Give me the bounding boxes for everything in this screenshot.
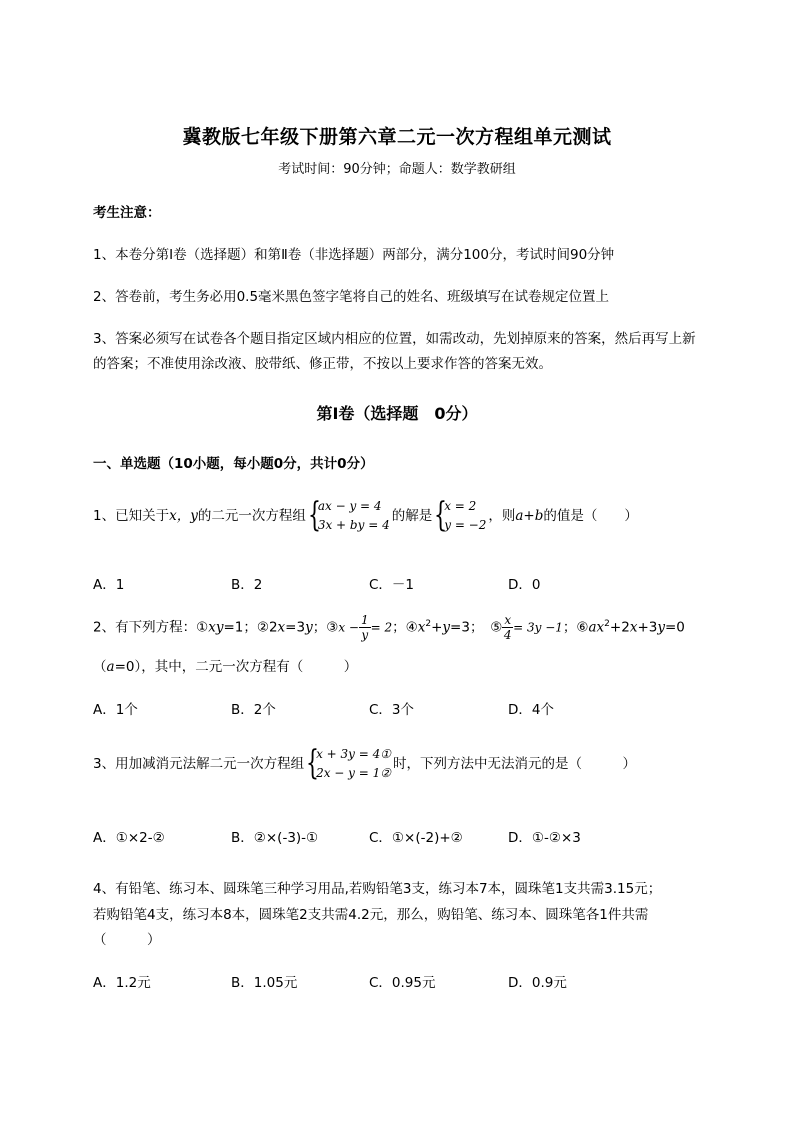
q3-option-c[interactable]: C．①×(-2)+② bbox=[369, 830, 463, 846]
notice-item-1: 1、本卷分第I卷（选择题）和第Ⅱ卷（非选择题）两部分，满分100分，考试时间90分钟 bbox=[93, 247, 615, 263]
q2-option-b[interactable]: B．2个 bbox=[231, 702, 276, 718]
question-2-cont: （a=0），其中，二元一次方程有（ ） bbox=[93, 659, 358, 675]
q1-mid: 的二元一次方程组 bbox=[197, 508, 306, 524]
fraction-1-over-y: $\frac{1}{y}$ bbox=[360, 613, 369, 642]
q1-option-b[interactable]: B．2 bbox=[231, 577, 263, 593]
q3-option-a[interactable]: A．①×2-② bbox=[93, 830, 165, 846]
q1-equation-system: { ax − y = 4 3x + by = 4 bbox=[307, 495, 390, 535]
q1-vars: x，y bbox=[169, 508, 198, 524]
q2-option-c[interactable]: C．3个 bbox=[369, 702, 415, 718]
q3-equation-system: { x + 3y = 4① 2x − y = 1② bbox=[306, 743, 392, 783]
q4-option-c[interactable]: C．0.95元 bbox=[369, 975, 436, 991]
question-4-line-3: （ ） bbox=[93, 932, 161, 948]
q1-option-a[interactable]: A．1 bbox=[93, 577, 125, 593]
question-1: 1、已知关于x，y的二元一次方程组 { ax − y = 4 3x + by = 4 的解是 { x = 2 y = −2 ，则a+b的值是（ ） bbox=[93, 495, 638, 535]
q4-option-a[interactable]: A．1.2元 bbox=[93, 975, 151, 991]
section-title: 第I卷（选择题 0分） bbox=[316, 404, 478, 423]
brace-icon: { bbox=[306, 743, 320, 783]
question-4-line-2: 若购铅笔4支，练习本8本，圆珠笔2支共需4.2元，那么，购铅笔、练习本、圆珠笔各1件共需 bbox=[93, 907, 649, 923]
q3-option-d[interactable]: D．①-②×3 bbox=[508, 830, 581, 846]
notice-item-3-cont: 的答案；不准使用涂改液、胶带纸、修正带，不按以上要求作答的答案无效。 bbox=[93, 356, 552, 372]
fraction-x-over-4: $\frac{x}{4}$ bbox=[503, 613, 512, 642]
q2-option-a[interactable]: A．1个 bbox=[93, 702, 138, 718]
q1-solution-system: { x = 2 y = −2 bbox=[434, 495, 487, 535]
page-title: 冀教版七年级下册第六章二元一次方程组单元测试 bbox=[182, 126, 612, 148]
page-subtitle: 考试时间：90分钟；命题人：数学教研组 bbox=[278, 162, 516, 177]
brace-icon: { bbox=[434, 495, 448, 535]
q1-option-d[interactable]: D．0 bbox=[508, 577, 541, 593]
notice-item-3: 3、答案必须写在试卷各个题目指定区域内相应的位置，如需改动，先划掉原来的答案，然后再写上新 bbox=[93, 331, 696, 347]
question-3: 3、用加减消元法解二元一次方程组 { x + 3y = 4① 2x − y = 1② 时，下列方法中无法消元的是（ ） bbox=[93, 743, 637, 783]
notice-heading: 考生注意： bbox=[93, 205, 161, 221]
q4-option-d[interactable]: D．0.9元 bbox=[508, 975, 567, 991]
q2-option-d[interactable]: D．4个 bbox=[508, 702, 554, 718]
q1-mid2: 的解是 bbox=[391, 508, 433, 524]
q3-option-b[interactable]: B．②×(-3)-① bbox=[231, 830, 319, 846]
notice-item-2: 2、答卷前，考生务必用0.5毫米黑色签字笔将自己的姓名、班级填写在试卷规定位置上 bbox=[93, 289, 610, 305]
part-title: 一、单选题（10小题，每小题0分，共计0分） bbox=[93, 456, 374, 472]
question-2: 2、有下列方程：①xy=1；②2x=3y；③x − $\frac{1}{y}$ = 2；$④x^2+y=3$； ⑤ $\frac{x}{4}$ = 3y −1；$⑥ax^2+2x+3y=0$ bbox=[93, 613, 685, 642]
q4-option-b[interactable]: B．1.05元 bbox=[231, 975, 298, 991]
question-4-line-1: 4、有铅笔、练习本、圆珠笔三种学习用品,若购铅笔3支，练习本7本，圆珠笔1支共需3.15元； bbox=[93, 881, 662, 897]
brace-icon: { bbox=[307, 495, 321, 535]
q1-prefix: 1、已知关于 bbox=[93, 508, 170, 524]
q1-option-c[interactable]: C．－1 bbox=[369, 577, 415, 593]
